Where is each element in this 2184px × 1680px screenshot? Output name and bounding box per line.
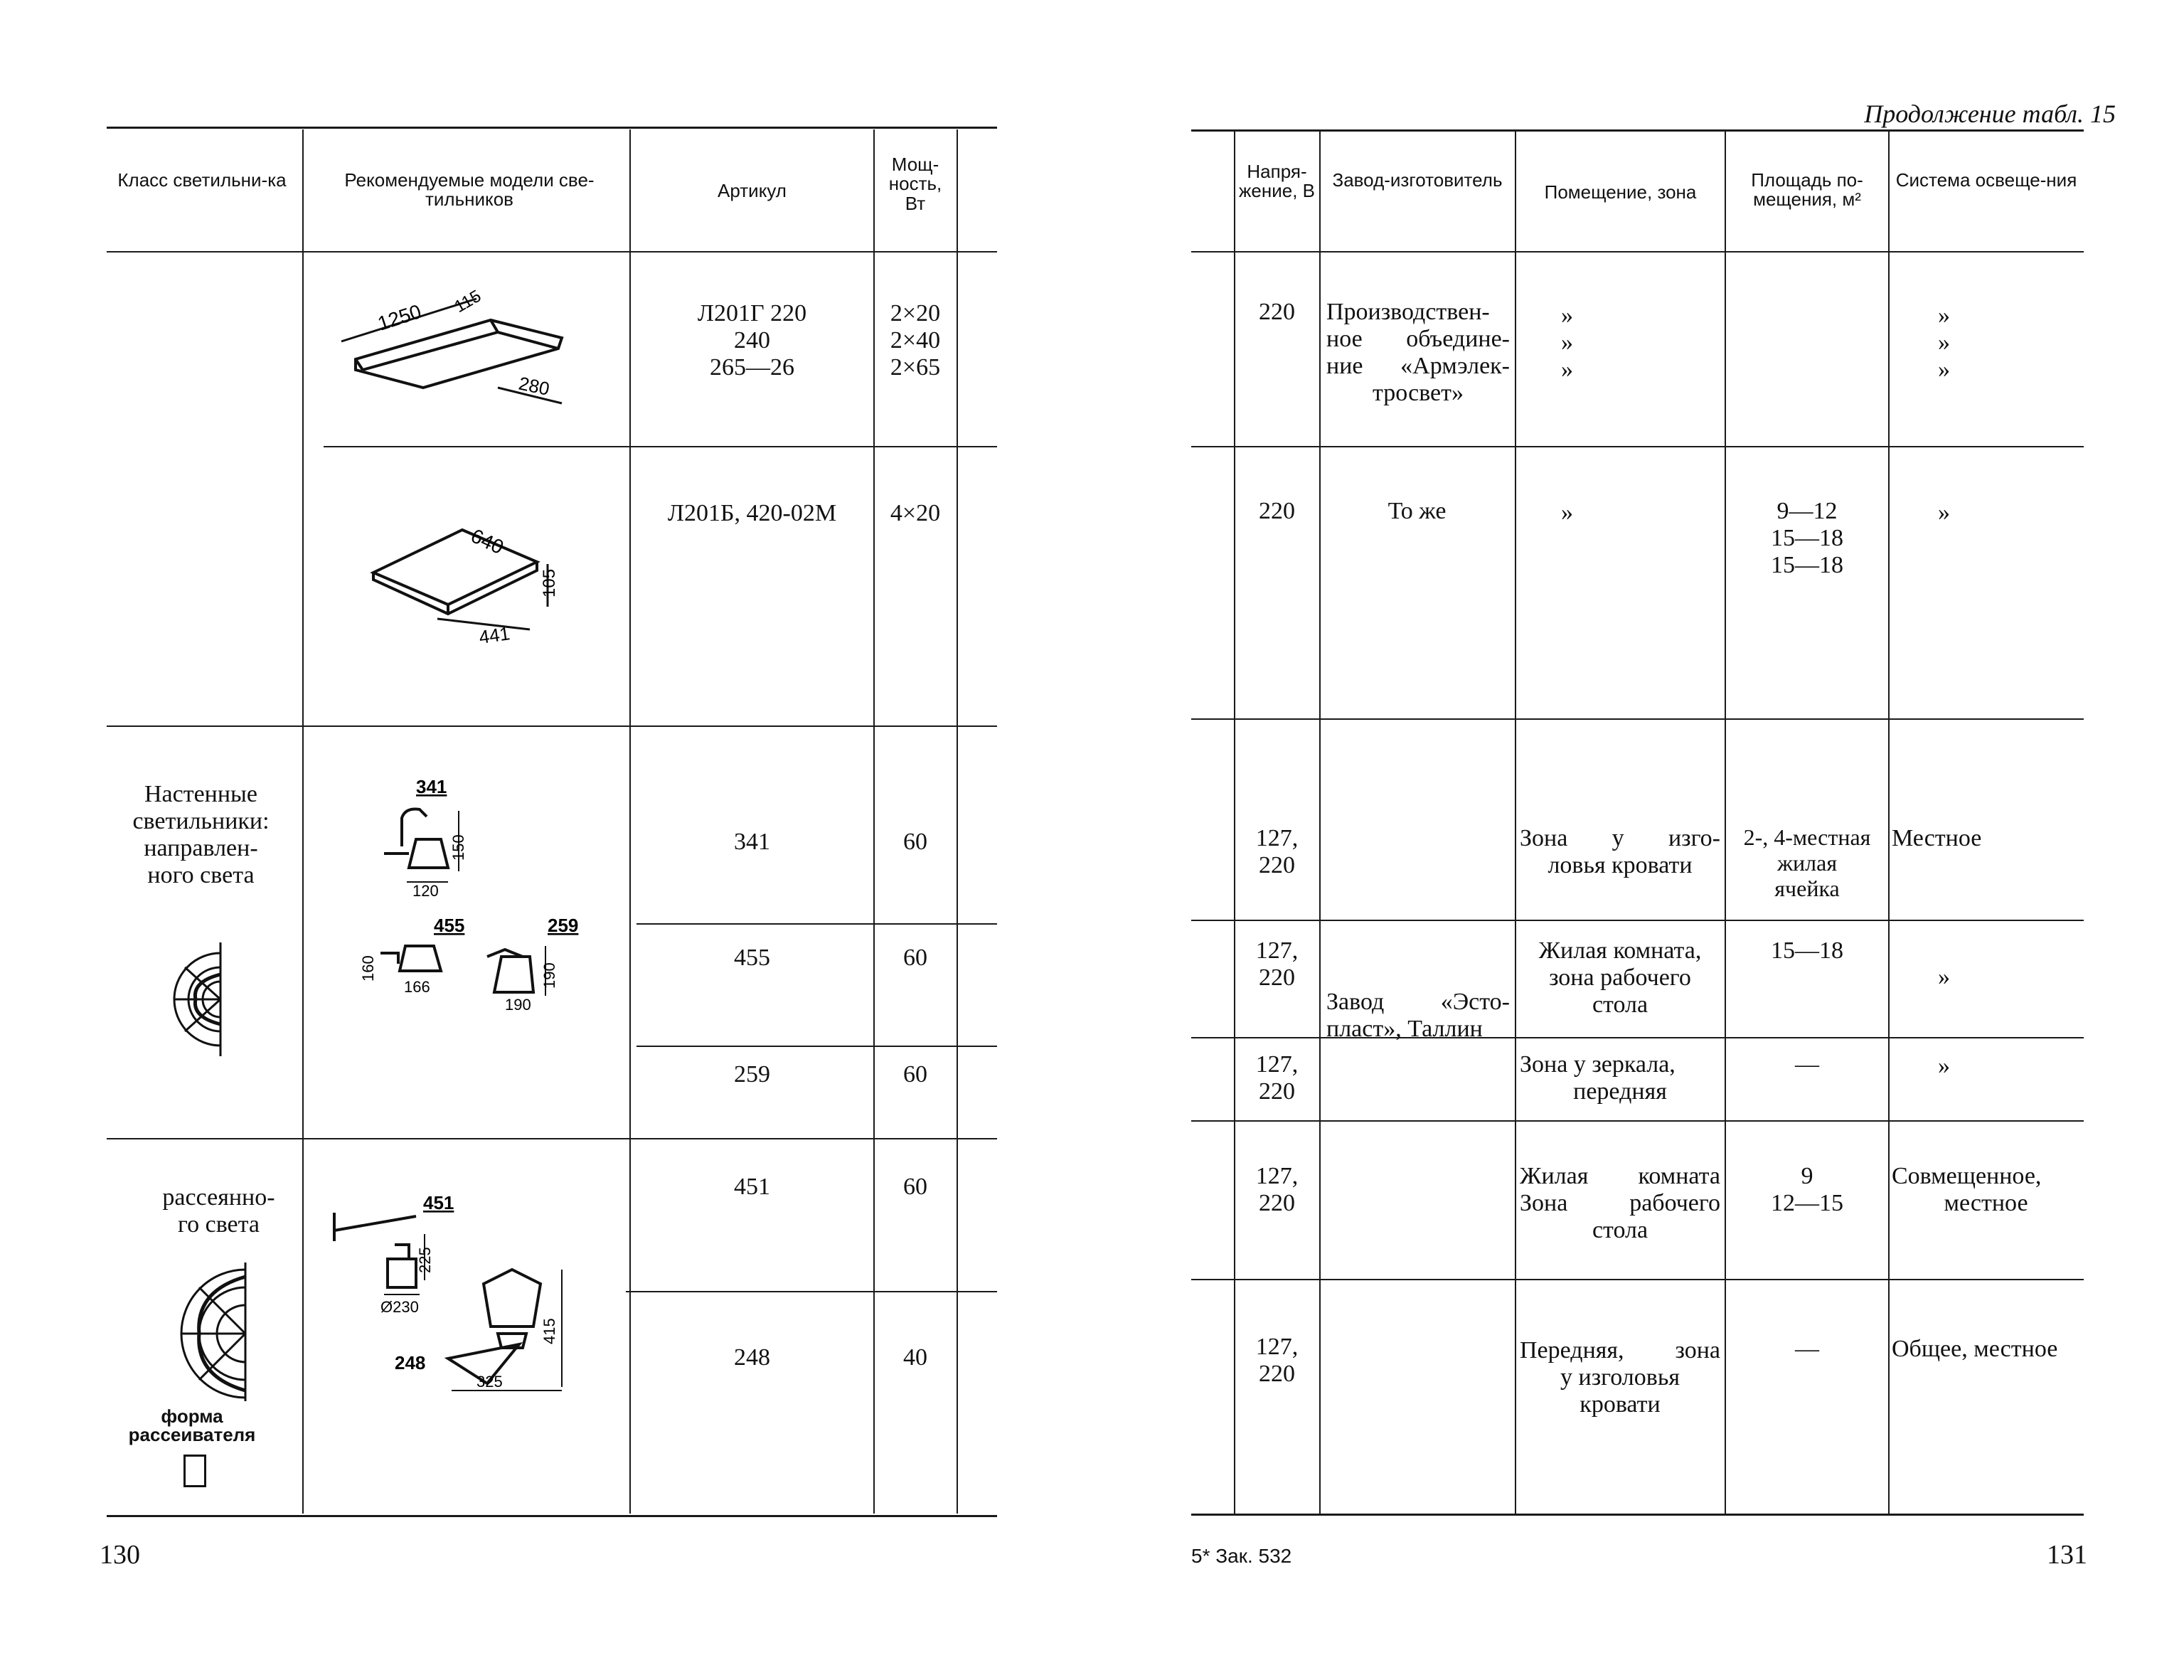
voltage-cell: 220 xyxy=(1259,299,1295,325)
section-divider xyxy=(107,1138,997,1139)
article-cell: 455 xyxy=(734,945,770,971)
polar-diagram-directed xyxy=(153,939,231,1060)
page-number-right: 131 xyxy=(2047,1540,2087,1570)
article-cell: 451 xyxy=(734,1174,770,1200)
system-cell: Местное xyxy=(1892,825,1982,851)
model-341-label: 341 xyxy=(416,776,447,797)
col-divider xyxy=(629,129,631,1514)
power-cell: 2×20 2×40 2×65 xyxy=(890,300,941,381)
area-cell: — xyxy=(1795,1336,1819,1362)
print-order-note: 5* Зак. 532 xyxy=(1191,1545,1292,1567)
article-cell: 341 xyxy=(734,829,770,855)
table-top-rule xyxy=(107,127,997,129)
header-area: Площадь по-мещения, м² xyxy=(1751,169,1863,211)
power-cell: 60 xyxy=(903,1061,927,1088)
section-divider xyxy=(107,725,997,727)
voltage-cell: 127, 220 xyxy=(1255,937,1299,991)
room-cell: Передняя, зона у изголовья кровати xyxy=(1520,1337,1720,1418)
power-cell: 60 xyxy=(903,829,927,855)
dim-160: 160 xyxy=(359,955,377,982)
table-bottom-rule xyxy=(1191,1514,2084,1516)
row-divider xyxy=(1191,1037,2084,1038)
table-top-rule xyxy=(1191,129,2084,132)
row-divider xyxy=(626,1291,997,1292)
system-cell: Общее, местное xyxy=(1892,1336,2058,1362)
col-divider xyxy=(302,129,304,1514)
col-divider xyxy=(957,129,958,1514)
voltage-cell: 127, 220 xyxy=(1255,1334,1299,1388)
dim-166: 166 xyxy=(404,978,430,996)
row-divider xyxy=(636,923,997,925)
area-cell: 9—12 15—18 15—18 xyxy=(1771,498,1843,579)
dim-230: Ø230 xyxy=(380,1298,419,1316)
voltage-cell: 127, 220 xyxy=(1255,1163,1299,1217)
header-models: Рекомендуемые модели све-тильников xyxy=(344,169,595,211)
section-divider xyxy=(1191,718,2084,720)
col-divider xyxy=(1888,132,1890,1514)
power-cell: 60 xyxy=(903,945,927,971)
maker-estoplast: Завод «Эсто- пласт», Таллин xyxy=(1326,989,1510,1043)
power-cell: 4×20 xyxy=(890,500,941,526)
col-divider xyxy=(1234,132,1235,1514)
area-cell: 15—18 xyxy=(1771,937,1843,964)
col-divider xyxy=(1725,132,1726,1514)
right-page xyxy=(1092,0,2184,1680)
header-maker: Завод-изготовитель xyxy=(1332,169,1503,191)
header-article: Артикул xyxy=(718,180,787,201)
dim-length: 640 xyxy=(467,524,507,559)
row-divider xyxy=(636,1046,997,1047)
dim-height: 115 xyxy=(451,286,485,317)
area-cell: — xyxy=(1795,1051,1819,1078)
col-divider xyxy=(1515,132,1516,1514)
col-divider xyxy=(1319,132,1321,1514)
voltage-cell: 127, 220 xyxy=(1255,825,1299,879)
model-259-label: 259 xyxy=(548,915,579,936)
header-bottom-rule xyxy=(107,251,997,252)
system-cell: Совмещенное, местное xyxy=(1892,1163,2042,1217)
class-wall-directed: Настенные светильники: направлен- ного света xyxy=(132,781,270,889)
system-cell: » xyxy=(1938,1053,1950,1079)
luminaire-l201g-drawing xyxy=(320,281,576,423)
room-cell: » xyxy=(1561,499,1573,526)
luminaire-l201b-drawing xyxy=(356,501,569,654)
area-cell: 2-, 4-местная жилая ячейка xyxy=(1743,824,1871,901)
room-cell: Зона у изго- ловья кровати xyxy=(1520,825,1720,879)
article-cell: Л201Г 220 240 265—26 xyxy=(697,300,807,381)
wall-lamp-341-455-259-drawing xyxy=(341,775,590,1038)
dim-190-h: 190 xyxy=(540,962,558,989)
room-cell: Жилая комната Зона рабочего стола xyxy=(1520,1163,1720,1244)
class-diffuse: рассеянно- го света xyxy=(162,1184,275,1238)
article-cell: Л201Б, 420-02М xyxy=(667,500,837,526)
maker-cell: То же xyxy=(1387,498,1447,524)
power-cell: 60 xyxy=(903,1174,927,1200)
header-system: Система освеще-ния xyxy=(1895,169,2077,191)
room-cell: Зона у зеркала, передняя xyxy=(1520,1051,1676,1105)
row-divider xyxy=(324,446,997,447)
room-cell: Жилая комната, зона рабочего стола xyxy=(1538,937,1702,1019)
table-bottom-rule xyxy=(107,1515,997,1517)
row-divider xyxy=(1191,1279,2084,1280)
dim-190-w: 190 xyxy=(505,996,531,1014)
area-cell: 9 12—15 xyxy=(1771,1163,1843,1217)
room-cell: » » » xyxy=(1561,302,1573,383)
row-divider xyxy=(1191,920,2084,921)
row-divider xyxy=(1191,1120,2084,1122)
table-continuation-caption: Продолжение табл. 15 xyxy=(1864,100,2116,128)
row-divider xyxy=(1191,446,2084,447)
diffuser-form-label: форма рассеивателя xyxy=(128,1405,256,1445)
maker-cell: Производствен- ное объедине- ние «Армэлек- тросвет» xyxy=(1326,299,1510,407)
dim-width: 280 xyxy=(516,372,552,400)
header-bottom-rule xyxy=(1191,251,2084,252)
dim-120: 120 xyxy=(412,882,439,900)
article-cell: 248 xyxy=(734,1344,770,1371)
article-cell: 259 xyxy=(734,1061,770,1088)
dim-325: 325 xyxy=(476,1373,503,1391)
header-room: Помещение, зона xyxy=(1544,181,1697,203)
dim-225: 225 xyxy=(416,1247,434,1273)
system-cell: » xyxy=(1938,964,1950,990)
model-451-label: 451 xyxy=(423,1192,454,1213)
polar-diagram-diffuse xyxy=(146,1259,252,1408)
dim-150: 150 xyxy=(449,834,467,861)
dim-height: 105 xyxy=(540,568,559,597)
dim-415: 415 xyxy=(540,1318,558,1344)
dim-length: 1250 xyxy=(375,299,425,335)
header-power: Мощ-ность, Вт xyxy=(888,154,942,214)
voltage-cell: 220 xyxy=(1259,498,1295,524)
col-divider xyxy=(873,129,875,1514)
system-cell: » xyxy=(1938,499,1950,526)
system-cell: » » » xyxy=(1938,302,1950,383)
model-455-label: 455 xyxy=(434,915,465,936)
page-number-left: 130 xyxy=(100,1540,140,1570)
voltage-cell: 127, 220 xyxy=(1255,1051,1299,1105)
header-voltage: Напря-жение, В xyxy=(1239,161,1315,202)
dim-width: 441 xyxy=(477,622,511,648)
model-248-label: 248 xyxy=(395,1352,426,1373)
power-cell: 40 xyxy=(903,1344,927,1371)
wall-lamp-451-248-drawing xyxy=(324,1181,580,1401)
diffuser-shape-icon xyxy=(183,1455,206,1487)
header-class: Класс светильни-ка xyxy=(117,169,287,191)
